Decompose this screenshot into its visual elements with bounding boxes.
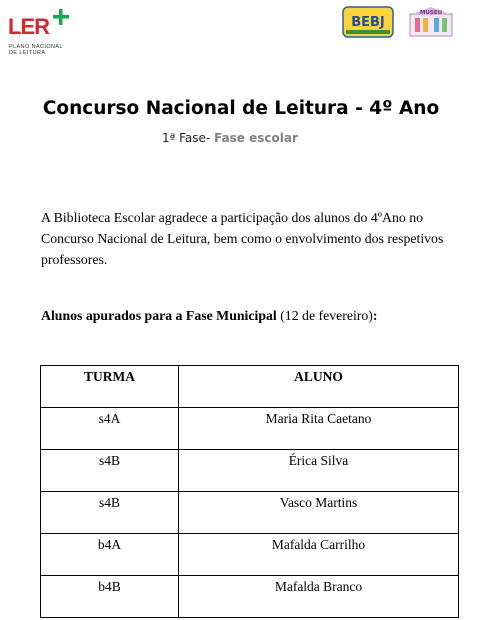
qualified-heading-date: (12 de fevereiro) (276, 308, 373, 323)
header-turma: TURMA (41, 366, 179, 408)
aluno-cell: Maria Rita Caetano (179, 408, 459, 450)
turma-cell: s4B (41, 492, 179, 534)
page-subtitle (162, 131, 298, 145)
aluno-cell: Vasco Martins (179, 492, 459, 534)
subtitle-phase: 1ª Fase (162, 131, 206, 145)
school-library-logo (342, 6, 394, 38)
aluno-cell: Mafalda Branco (179, 576, 459, 618)
subtitle-highlight: Fase escolar (214, 131, 298, 145)
table-row (41, 534, 459, 576)
turma-cell: b4A (41, 534, 179, 576)
aluno-cell: Érica Silva (179, 450, 459, 492)
ler-logo (8, 8, 72, 56)
page-title: Concurso Nacional de Leitura - 4º Ano (42, 98, 440, 119)
table-row (41, 450, 459, 492)
header-aluno: ALUNO (179, 366, 459, 408)
turma-cell: s4B (41, 450, 179, 492)
table-row (41, 576, 459, 618)
qualified-heading (41, 308, 378, 324)
plus-icon (52, 8, 70, 26)
museum-logo (408, 6, 454, 38)
aluno-cell: Mafalda Carrilho (179, 534, 459, 576)
intro-paragraph: A Biblioteca Escolar agradece a participação dos alunos do 4ºAno no Concurso Nacional de Leitura, bem como o envolvimento dos respetivos professores. (41, 210, 444, 267)
qualified-students-table (40, 365, 459, 618)
table-row (41, 492, 459, 534)
turma-cell: s4A (41, 408, 179, 450)
qualified-heading-bold: Alunos apurados para a Fase Municipal (41, 308, 277, 323)
ler-logo-subtitle: PLANO NACIONAL DE LEITURA (9, 44, 63, 56)
table-header-row (41, 366, 459, 408)
subtitle-dash: - (205, 131, 215, 145)
qualified-heading-colon: : (372, 308, 378, 323)
svg-text:MUSEU: MUSEU (419, 10, 443, 16)
turma-cell: b4B (41, 576, 179, 618)
svg-text:BEBJ: BEBJ (351, 15, 385, 30)
table-row (41, 408, 459, 450)
ler-logo-word: LER (8, 14, 49, 39)
